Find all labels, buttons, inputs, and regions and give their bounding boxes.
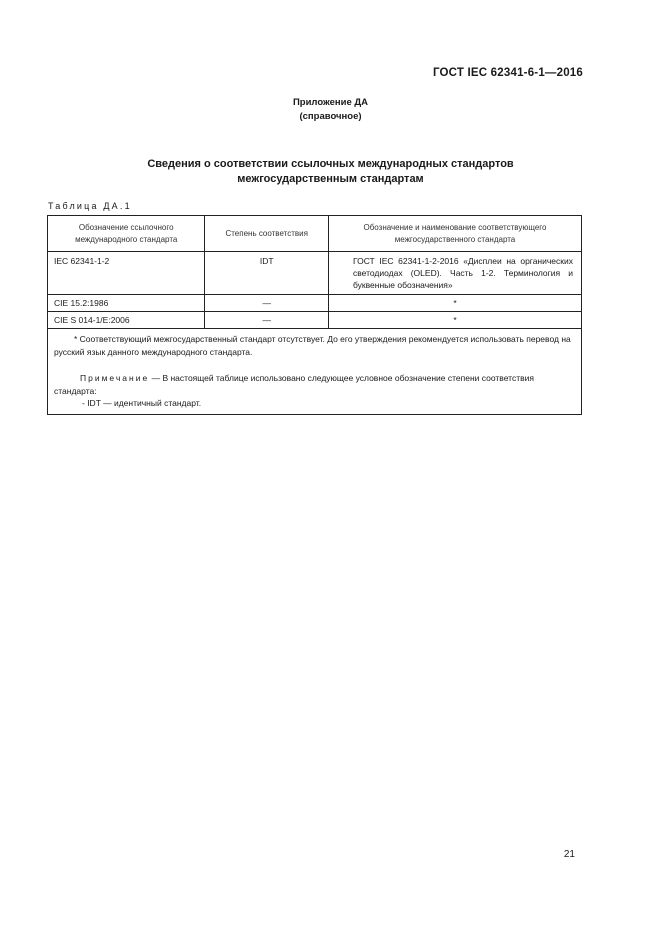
table-row — [48, 295, 582, 312]
table-notes-cell — [48, 329, 582, 415]
cell-standard: CIE 15.2:1986 — [48, 295, 205, 312]
table-header-row — [48, 216, 582, 252]
note-list-item: - IDT — идентичный стандарт. — [82, 398, 202, 408]
appendix-subtitle: (справочное) — [299, 111, 362, 122]
cell-standard: IEC 62341-1-2 — [48, 252, 205, 295]
table-note — [54, 372, 575, 397]
header-cell-standard: Обозначение ссылочного международного стандарта — [48, 216, 205, 252]
table-label: Таблица ДА.1 — [48, 201, 132, 211]
table-row — [48, 312, 582, 329]
section-heading — [0, 157, 661, 187]
cell-equivalent: * — [328, 295, 581, 312]
page-number: 21 — [563, 849, 575, 860]
section-heading-line-1: Сведения о соответствии ссылочных международных стандартов — [147, 158, 514, 170]
correspondence-table — [47, 215, 582, 415]
document-code: ГОСТ IEC 62341-6-1—2016 — [432, 67, 583, 79]
cell-degree: — — [205, 295, 329, 312]
table-row — [48, 252, 582, 295]
cell-degree: — — [205, 312, 329, 329]
header-cell-equivalent: Обозначение и наименование соответствующего межгосударственного стандарта — [328, 216, 581, 252]
table-footnote: * Соответствующий межгосударственный стандарт отсутствует. До его утверждения рекомендуется использовать перевод на русский язык данного международного стандарта. — [54, 334, 571, 357]
note-text: — В настоящей таблице использовано следующее условное обозначение степени соответствия стандарта: — [54, 373, 534, 396]
cell-equivalent — [328, 252, 581, 295]
appendix-heading — [0, 96, 661, 124]
cell-standard: CIE S 014-1/E:2006 — [48, 312, 205, 329]
note-label: Примечание — [80, 373, 150, 383]
appendix-title: Приложение ДА — [292, 97, 369, 108]
cell-equivalent: * — [328, 312, 581, 329]
table-notes-row — [48, 329, 582, 415]
cell-degree: IDT — [205, 252, 329, 295]
section-heading-line-2: межгосударственным стандартам — [237, 173, 424, 185]
header-cell-degree: Степень соответствия — [205, 216, 329, 252]
cell-equivalent-text: ГОСТ IEC 62341-1-2-2016 «Дисплеи на органических светодиодах (OLED). Часть 1-2. Терминология и буквенные обозначения» — [352, 256, 573, 290]
